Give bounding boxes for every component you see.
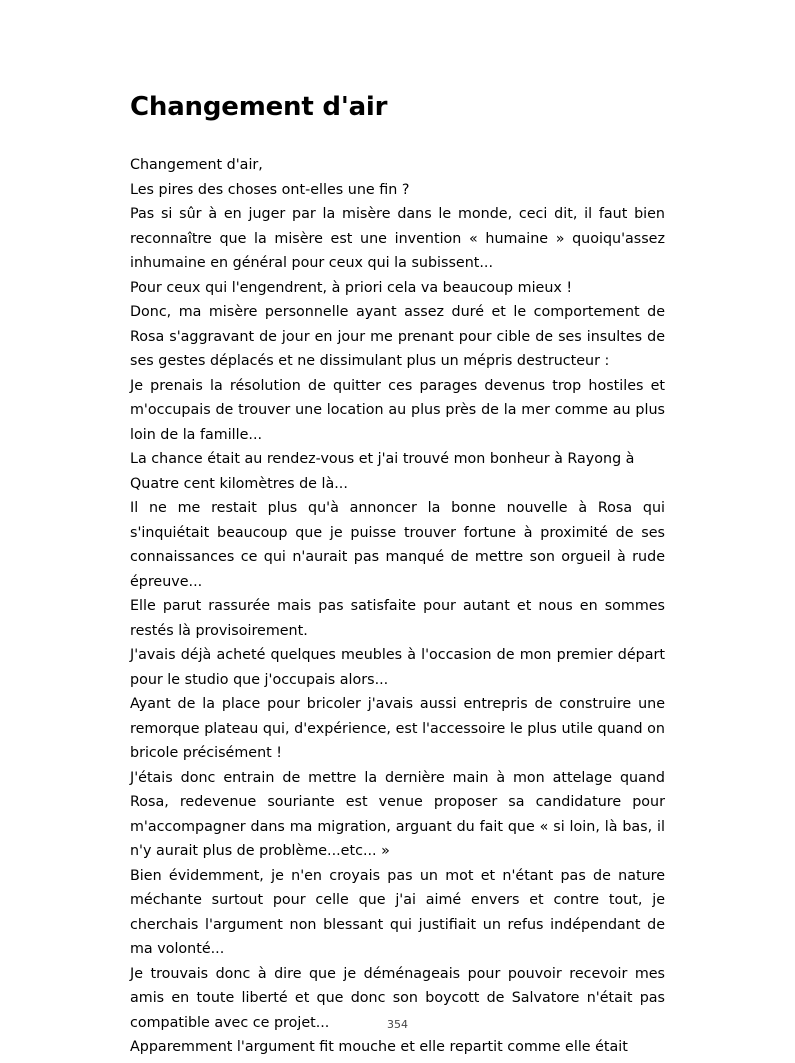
paragraph: Pas si sûr à en juger par la misère dans le monde, ceci dit, il faut bien reconnaître que la misère est une invention « humaine » quoiqu'assez inhumaine en général pour ceux qui la subissent...: [130, 206, 665, 272]
paragraph: Changement d'air,: [130, 157, 263, 174]
paragraph: Donc, ma misère personnelle ayant assez duré et le comportement de Rosa s'aggravant de jour en jour me prenant pour cible de ses insultes de ses gestes déplacés et ne dissimulant plus un mépris destructeur :: [130, 304, 665, 370]
paragraph: Apparemment l'argument fit mouche et elle repartit comme elle était: [130, 1039, 628, 1056]
paragraph: Bien évidemment, je n'en croyais pas un mot et n'étant pas de nature méchante surtout pour celle que j'ai aimé envers et contre tout, je cherchais l'argument non blessant qui justifiait un refus indépendant de ma volonté...: [130, 867, 665, 958]
paragraph: J'avais déjà acheté quelques meubles à l'occasion de mon premier départ pour le studio que j'occupais alors...: [130, 647, 665, 688]
paragraph: Il ne me restait plus qu'à annoncer la bonne nouvelle à Rosa qui s'inquiétait beaucoup que je puisse trouver fortune à proximité de ses connaissances ce qui n'aurait pas manqué de mettre son orgueil à rude épreuve...: [130, 500, 665, 590]
paragraph: J'étais donc entrain de mettre la dernière main à mon attelage quand Rosa, redevenue souriante est venue proposer sa candidature pour m'accompagner dans ma migration, arguant du fait que « si loin, là bas, il n'y aurait plus de problème...etc... »: [130, 769, 665, 860]
paragraph: Ayant de la place pour bricoler j'avais aussi entrepris de construire une remorque plateau qui, d'expérience, est l'accessoire le plus utile quand on bricole précisément !: [130, 696, 665, 762]
body-text: [130, 153, 665, 1060]
paragraph: La chance était au rendez-vous et j'ai trouvé mon bonheur à Rayong à Quatre cent kilomètres de là...: [130, 451, 635, 492]
paragraph: Je trouvais donc à dire que je déménageais pour pouvoir recevoir mes amis en toute liberté et que donc son boycott de Salvatore n'était pas compatible avec ce projet...: [130, 965, 665, 1031]
paragraph: Je prenais la résolution de quitter ces parages devenus trop hostiles et m'occupais de trouver une location au plus près de la mer comme au plus loin de la famille...: [130, 377, 665, 443]
paragraph: Elle parut rassurée mais pas satisfaite pour autant et nous en sommes restés là provisoirement.: [130, 598, 665, 639]
page-content: [130, 92, 665, 1060]
paragraph: Les pires des choses ont-elles une fin ?: [130, 181, 410, 198]
page-number: 354: [387, 1018, 408, 1031]
paragraph: Pour ceux qui l'engendrent, à priori cela va beaucoup mieux !: [130, 279, 573, 296]
page-title: Changement d'air: [130, 92, 388, 122]
